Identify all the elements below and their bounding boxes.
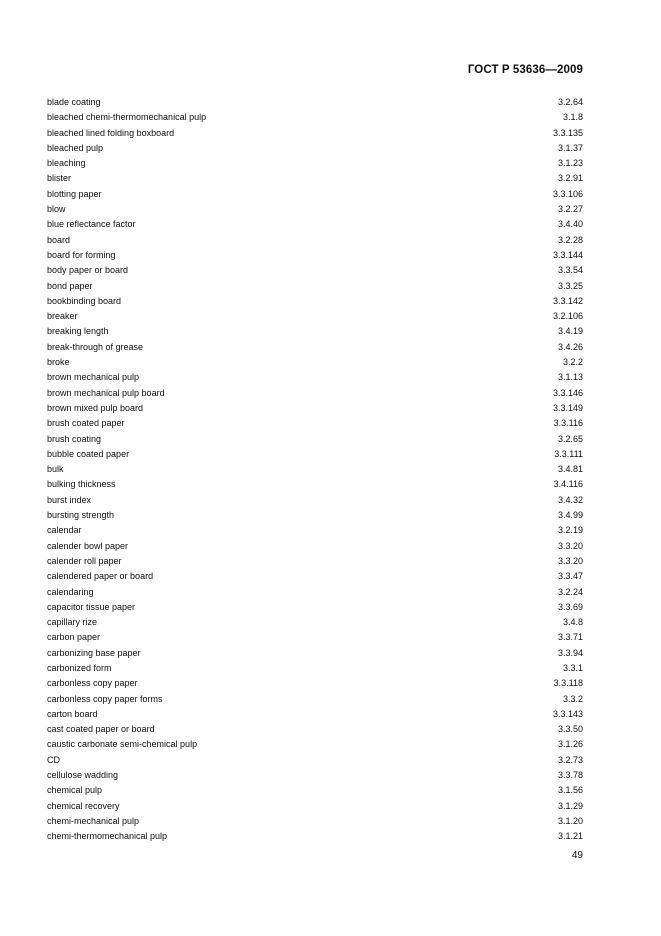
- index-section-ref: 3.4.99: [557, 510, 583, 521]
- index-term: calender bowl paper: [47, 540, 129, 551]
- index-section-ref: 3.3.146: [552, 387, 583, 398]
- index-entry: [47, 156, 583, 171]
- index-entry: [47, 630, 583, 645]
- index-term: blotting paper: [47, 188, 102, 199]
- index-section-ref: 3.3.20: [557, 540, 583, 551]
- index-term: bubble coated paper: [47, 448, 130, 459]
- index-entry: [47, 187, 583, 202]
- index-entry: [47, 324, 583, 339]
- index-section-ref: 3.3.1: [562, 662, 583, 673]
- index-section-ref: 3.1.8: [562, 112, 583, 123]
- index-section-ref: 3.3.54: [557, 265, 583, 276]
- index-section-ref: 3.4.81: [557, 464, 583, 475]
- index-term: break-through of grease: [47, 341, 144, 352]
- index-section-ref: 3.1.37: [557, 142, 583, 153]
- index-section-ref: 3.1.23: [557, 158, 583, 169]
- index-term: bookbinding board: [47, 295, 122, 306]
- index-term: breaker: [47, 311, 78, 322]
- index-section-ref: 3.3.149: [552, 402, 583, 413]
- index-entry: [47, 646, 583, 661]
- index-term: bleached pulp: [47, 142, 104, 153]
- index-section-ref: 3.3.78: [557, 770, 583, 781]
- index-section-ref: 3.1.29: [557, 800, 583, 811]
- index-term: chemi-mechanical pulp: [47, 815, 140, 826]
- index-section-ref: 3.3.144: [552, 249, 583, 260]
- page-header-standard-id: ГОСТ Р 53636—2009: [467, 64, 583, 76]
- index-term: chemical recovery: [47, 800, 120, 811]
- index-term: carbonless copy paper forms: [47, 693, 163, 704]
- index-entry: [47, 447, 583, 462]
- index-term: bleached chemi-thermomechanical pulp: [47, 112, 207, 123]
- index-section-ref: 3.2.64: [557, 97, 583, 107]
- index-section-ref: 3.1.26: [557, 739, 583, 750]
- index-term: capacitor tissue paper: [47, 601, 136, 612]
- index-entry: [47, 386, 583, 401]
- index-section-ref: 3.1.21: [557, 831, 583, 842]
- page-number: 49: [571, 850, 583, 861]
- index-term: bond paper: [47, 280, 93, 291]
- index-entry: [47, 523, 583, 538]
- index-entry: [47, 814, 583, 829]
- index-entry: [47, 279, 583, 294]
- index-entry: [47, 737, 583, 752]
- index-entry: [47, 585, 583, 600]
- index-section-ref: 3.3.142: [552, 295, 583, 306]
- index-section-ref: 3.4.19: [557, 326, 583, 337]
- index-term: carbonized form: [47, 662, 112, 673]
- index-term: calendaring: [47, 586, 94, 597]
- index-section-ref: 3.2.27: [557, 204, 583, 215]
- index-entry: [47, 401, 583, 416]
- index-term: bleaching: [47, 158, 86, 169]
- index-section-ref: 3.2.2: [562, 357, 583, 368]
- index-entry: [47, 233, 583, 248]
- index-section-ref: 3.1.20: [557, 815, 583, 826]
- index-term: carbonless copy paper: [47, 678, 138, 689]
- index-term: body paper or board: [47, 265, 129, 276]
- index-section-ref: 3.4.32: [557, 494, 583, 505]
- index-section-ref: 3.2.65: [557, 433, 583, 444]
- index-entry: [47, 615, 583, 630]
- index-term: bulking thickness: [47, 479, 116, 490]
- index-section-ref: 3.4.26: [557, 341, 583, 352]
- index-section-ref: 3.4.8: [562, 617, 583, 628]
- index-term: calendered paper or board: [47, 571, 154, 582]
- index-entry: [47, 340, 583, 355]
- index-term: broke: [47, 357, 70, 368]
- index-term: CD: [47, 754, 60, 765]
- index-term: caustic carbonate semi-chemical pulp: [47, 739, 198, 750]
- index-section-ref: 3.3.118: [553, 678, 583, 689]
- index-term: carton board: [47, 708, 98, 719]
- index-section-ref: 3.3.111: [554, 448, 583, 459]
- index-term: cellulose wadding: [47, 770, 119, 781]
- index-section-ref: 3.3.94: [557, 647, 583, 658]
- index-term: chemical pulp: [47, 785, 103, 796]
- index-section-ref: 3.4.116: [553, 479, 583, 490]
- index-entry: [47, 95, 583, 110]
- index-term: breaking length: [47, 326, 109, 337]
- index-section-ref: 3.3.2: [562, 693, 583, 704]
- index-section-ref: 3.2.19: [557, 525, 583, 536]
- index-entry: [47, 462, 583, 477]
- index-entry: [47, 171, 583, 186]
- index-entry: [47, 676, 583, 691]
- index-term: brown mechanical pulp: [47, 372, 140, 383]
- index-section-ref: 3.3.135: [552, 127, 583, 138]
- index-term: blister: [47, 173, 72, 184]
- index-term: carbonizing base paper: [47, 647, 141, 658]
- index-section-ref: 3.2.28: [557, 234, 583, 245]
- index-section-ref: 3.3.69: [557, 601, 583, 612]
- index-term: bulk: [47, 464, 64, 475]
- index-entry: [47, 217, 583, 232]
- index-entry: [47, 263, 583, 278]
- index-section-ref: 3.4.40: [557, 219, 583, 230]
- index-term: capillary rize: [47, 617, 98, 628]
- index-entry: [47, 554, 583, 569]
- index-term: brush coating: [47, 433, 102, 444]
- index-entry: [47, 600, 583, 615]
- index-term: board for forming: [47, 249, 116, 260]
- index-term: board: [47, 234, 71, 245]
- index-entry: [47, 477, 583, 492]
- index-entry: [47, 508, 583, 523]
- index-term: calender roll paper: [47, 555, 122, 566]
- index-term: blade coating: [47, 97, 101, 107]
- index-term: chemi-thermomechanical pulp: [47, 831, 168, 842]
- index-section-ref: 3.1.13: [557, 372, 583, 383]
- index-entry: [47, 309, 583, 324]
- index-entry: [47, 141, 583, 156]
- term-index-list: [47, 95, 583, 845]
- index-entry: [47, 370, 583, 385]
- index-section-ref: 3.3.47: [557, 571, 583, 582]
- index-section-ref: 3.3.106: [552, 188, 583, 199]
- index-entry: [47, 248, 583, 263]
- index-term: brush coated paper: [47, 418, 125, 429]
- index-section-ref: 3.3.143: [552, 708, 583, 719]
- index-section-ref: 3.2.73: [557, 754, 583, 765]
- index-term: bleached lined folding boxboard: [47, 127, 175, 138]
- index-section-ref: 3.3.20: [557, 555, 583, 566]
- index-entry: [47, 110, 583, 125]
- index-section-ref: 3.2.91: [557, 173, 583, 184]
- index-entry: [47, 753, 583, 768]
- index-entry: [47, 493, 583, 508]
- index-entry: [47, 126, 583, 141]
- index-entry: [47, 432, 583, 447]
- index-entry: [47, 707, 583, 722]
- index-term: brown mixed pulp board: [47, 402, 144, 413]
- index-section-ref: 3.3.25: [557, 280, 583, 291]
- index-section-ref: 3.3.116: [553, 418, 583, 429]
- index-entry: [47, 799, 583, 814]
- index-section-ref: 3.3.71: [557, 632, 583, 643]
- index-term: brown mechanical pulp board: [47, 387, 165, 398]
- index-section-ref: 3.2.24: [557, 586, 583, 597]
- index-entry: [47, 783, 583, 798]
- index-term: carbon paper: [47, 632, 101, 643]
- index-entry: [47, 768, 583, 783]
- index-entry: [47, 202, 583, 217]
- index-entry: [47, 692, 583, 707]
- index-entry: [47, 722, 583, 737]
- index-term: blue reflectance factor: [47, 219, 136, 230]
- index-entry: [47, 294, 583, 309]
- index-entry: [47, 569, 583, 584]
- index-entry: [47, 355, 583, 370]
- index-entry: [47, 539, 583, 554]
- index-term: calendar: [47, 525, 82, 536]
- index-term: burst index: [47, 494, 92, 505]
- index-section-ref: 3.2.106: [552, 311, 583, 322]
- index-entry: [47, 661, 583, 676]
- index-term: blow: [47, 204, 66, 215]
- index-term: cast coated paper or board: [47, 724, 155, 735]
- index-section-ref: 3.1.56: [557, 785, 583, 796]
- index-section-ref: 3.3.50: [557, 724, 583, 735]
- index-entry: [47, 829, 583, 844]
- index-term: bursting strength: [47, 510, 115, 521]
- index-entry: [47, 416, 583, 431]
